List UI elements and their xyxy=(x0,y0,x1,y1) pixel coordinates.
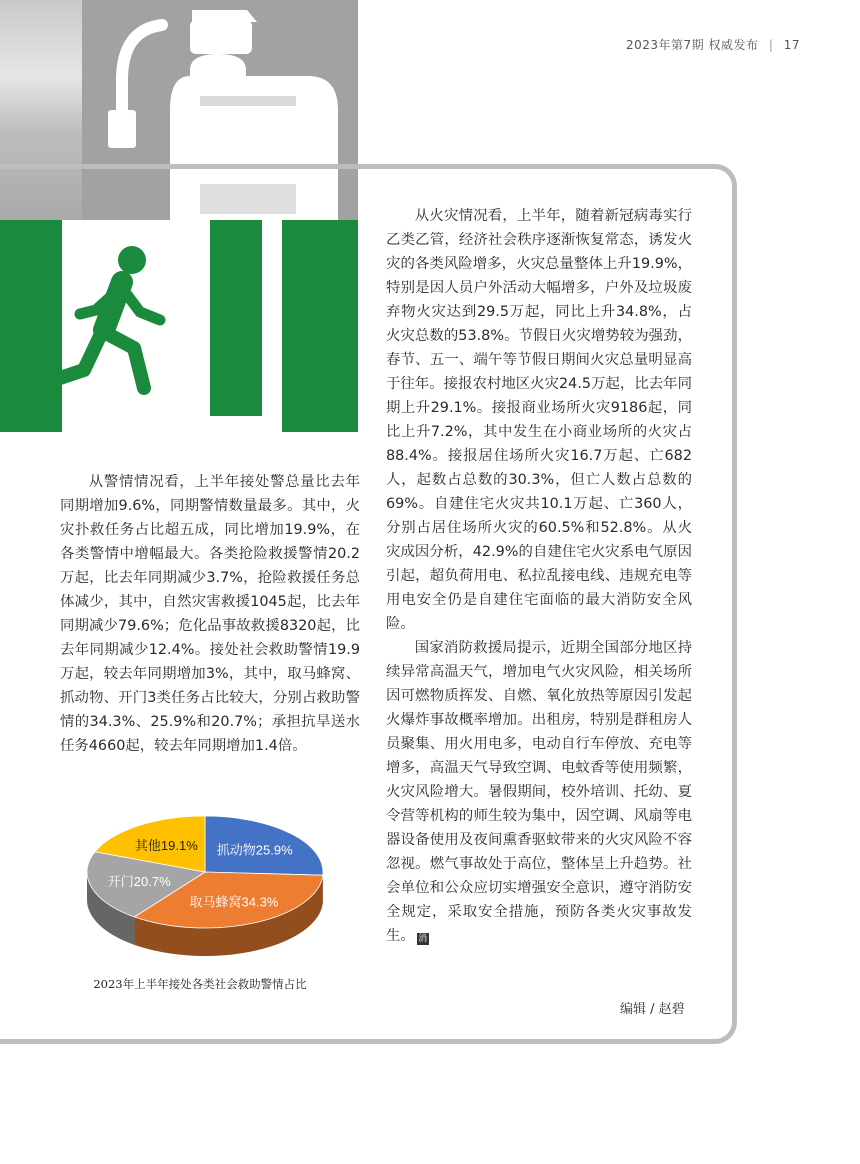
end-mark-icon: 消 xyxy=(418,934,428,944)
paragraph-safety-notice xyxy=(386,636,692,948)
safety-notice-text: 国家消防救援局提示，近期全国部分地区持续异常高温天气，增加电气火灾风险，相关场所因可燃物质挥发、自燃、氧化放热等原因引发起火爆炸事故概率增加。出租房，特别是群租房人员聚集、用火用电多，电动自行车停放、充电等增多，高温天气导致空调、电蚊香等使用频繁，火灾风险增大。暑假期间，校外培训、托幼、夏令营等机构的师生较为集中，因空调、风扇等电器设备使用及夜间熏香驱蚊带来的火灾风险不容忽视。燃气事故处于高位，整体呈上升趋势。社会单位和公众应切实增强安全意识，遵守消防安全规定，采取安全措施，预防各类火灾事故发生。 xyxy=(386,640,692,944)
right-column xyxy=(386,204,692,948)
chart-caption: 2023年上半年接处各类社会救助警情占比 xyxy=(93,977,307,991)
pie-chart-svg xyxy=(80,810,330,970)
page-header xyxy=(626,36,800,53)
pie-label-3: 其他19.1% xyxy=(134,838,198,854)
paragraph-fire-stats: 从火灾情况看，上半年，随着新冠病毒实行乙类乙管，经济社会秩序逐渐恢复常态，诱发火灾的各类风险增多，火灾总量整体上升19.9%，特别是因人员户外活动大幅增多，户外及垃圾废弃物火灾达到29.5万起，同比上升34.8%，占火灾总数的53.8%。节假日火灾增势较为强劲，春节、五一、端午等节假日期间火灾总量明显高于往年。接报农村地区火灾24.5万起，比去年同期上升29.1%。接报商业场所火灾9186起，同比上升7.2%，其中发生在小商业场所的火灾占88.4%。接报居住场所火灾16.7万起、亡682人，起数占总数的30.3%，但亡人数占总数的69%。自建住宅火灾共10.1万起、亡360人，分别占居住场所火灾的60.5%和52.8%。从火灾成因分析，42.9%的自建住宅火灾系电气原因引起，超负荷用电、私拉乱接电线、违规充电等用电安全仍是自建住宅面临的最大消防安全风险。 xyxy=(386,208,692,632)
page-number: 17 xyxy=(783,38,800,52)
pie-label-2: 开门20.7% xyxy=(107,873,171,889)
left-column xyxy=(60,470,360,758)
pie-label-1: 取马蜂窝34.3% xyxy=(189,894,279,910)
editor-credit: 编辑 / 赵碧 xyxy=(620,1002,685,1017)
pie-label-0: 抓动物25.9% xyxy=(216,842,293,858)
paragraph-alarm-stats: 从警情情况看，上半年接处警总量比去年同期增加9.6%，同期警情数量最多。其中，火灾扑救任务占比超五成，同比增加19.9%，在各类警情中增幅最大。各类抢险救援警情20.2万起，比去年同期减少3.7%，抢险救援任务总体减少，其中，自然灾害救援1045起，比去年同期减少79.6%；危化品事故救援8320起，比去年同期减少12.4%。接处社会救助警情19.9万起，较去年同期增加3%，其中，取马蜂窝、抓动物、开门3类任务占比较大，分别占救助警情的34.3%、25.9%和20.7%；承担抗旱送水任务4660起，较去年同期增加1.4倍。 xyxy=(60,474,360,754)
header-separator: | xyxy=(768,38,774,52)
issue-label: 2023年第7期 xyxy=(625,38,705,52)
section-label: 权威发布 xyxy=(708,38,759,52)
pie-chart xyxy=(80,810,330,970)
